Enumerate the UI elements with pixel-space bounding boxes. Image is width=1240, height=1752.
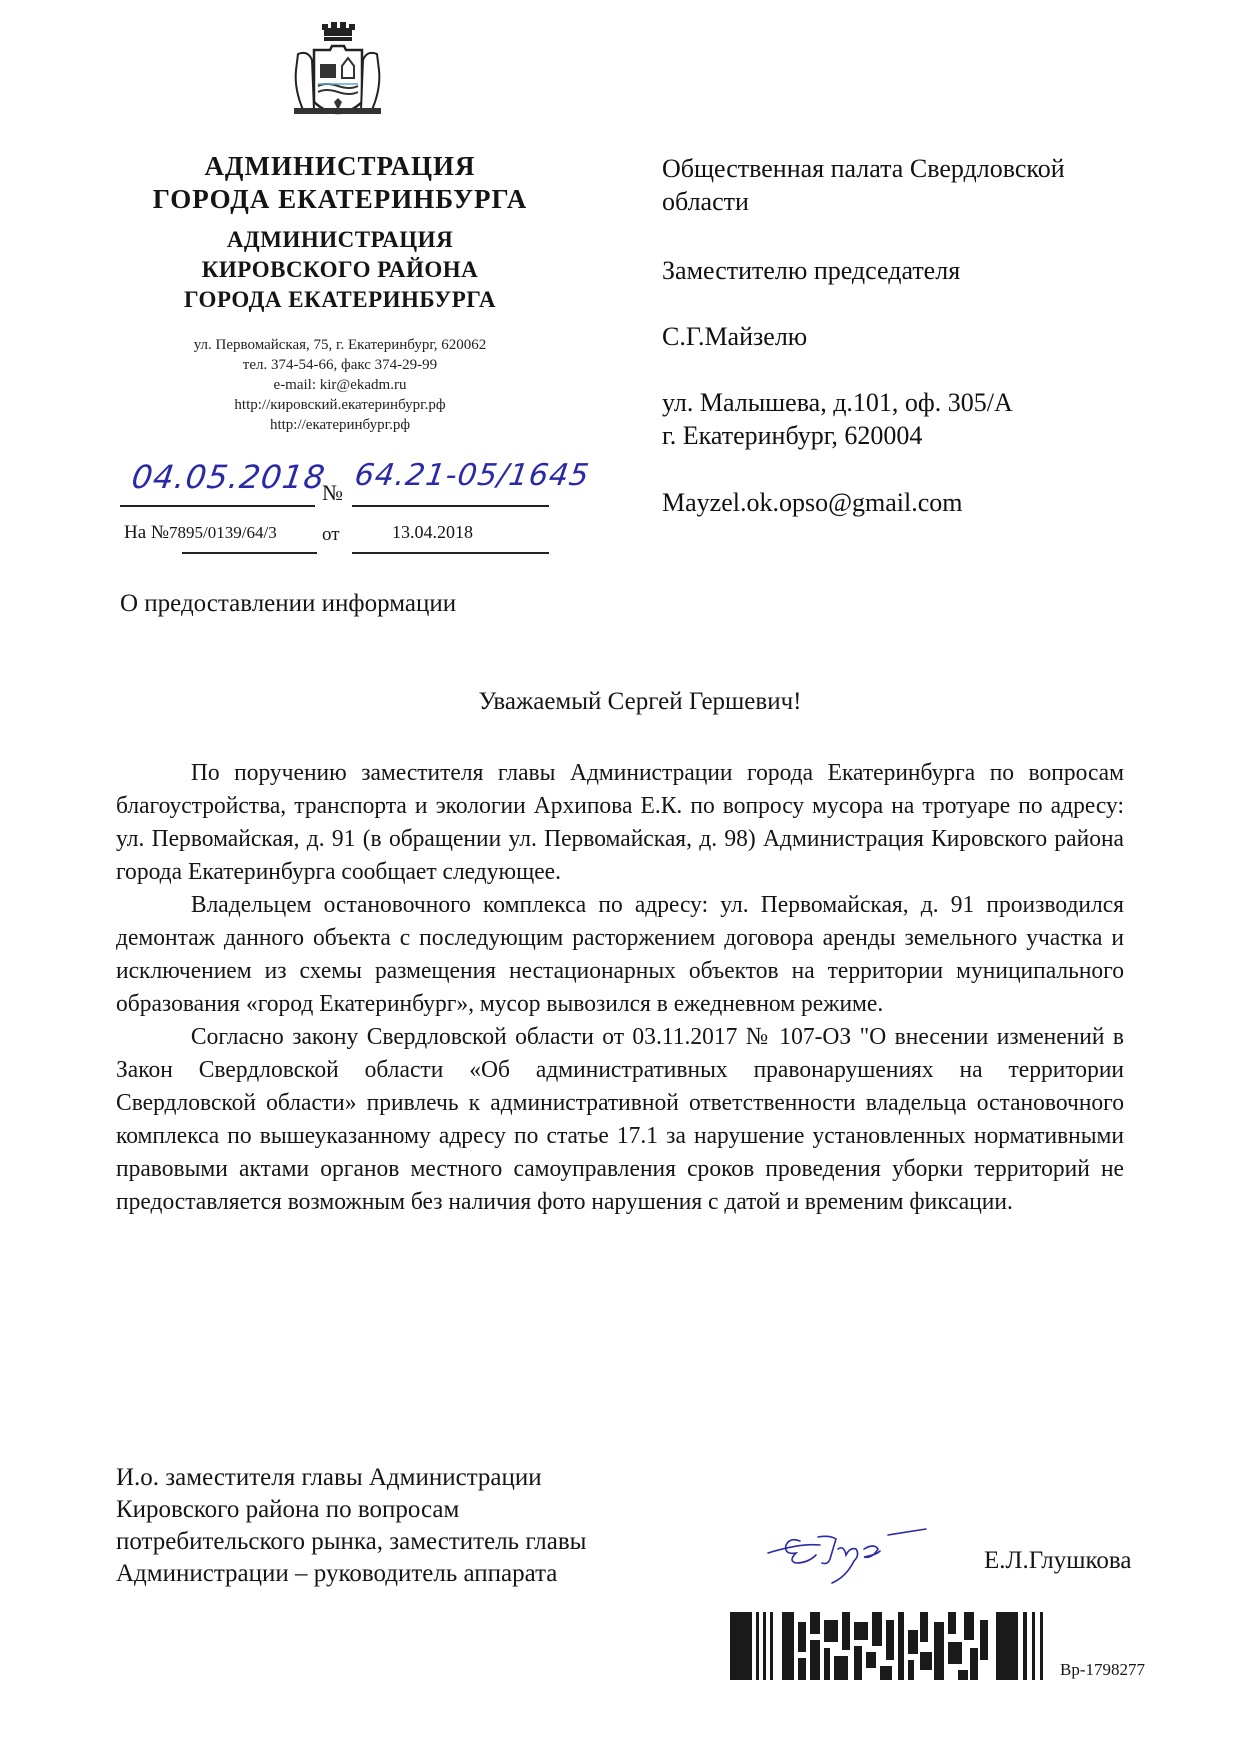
sender-site-1: http://кировский.екатеринбург.рф [234, 397, 446, 413]
letter-greeting: Уважаемый Сергей Гершевич! [478, 688, 802, 715]
signatory-title-line2: Кировского района по вопросам [116, 1496, 460, 1523]
number-underline [352, 505, 549, 507]
addressee-org-line2: области [662, 187, 749, 216]
sender-site-2: http://екатеринбург.рф [269, 417, 411, 433]
signatory-title-line3: потребительского рынка, заместитель главы [116, 1528, 587, 1555]
sender-phone: тел. 374-54-66, факс 374-29-99 [242, 357, 438, 373]
sender-address: ул. Первомайская, 75, г. Екатеринбург, 620062 [193, 337, 487, 353]
addressee-position: Заместителю председателя [662, 256, 961, 285]
addressee-org-line1: Общественная палата Свердловской [662, 154, 1065, 183]
number-label: № [322, 480, 343, 505]
signatory-title-line1: И.о. заместителя главы Администрации [116, 1464, 542, 1491]
sender-email: e-mail: kir@ekadm.ru [273, 377, 407, 393]
letter-body [116, 756, 1124, 1218]
reply-number-underline [182, 552, 317, 554]
suborg-name-line3: ГОРОДА ЕКАТЕРИНБУРГА [184, 287, 496, 312]
addressee-email: Mayzel.ok.opso@gmail.com [662, 488, 963, 517]
pdf417-barcode-icon [730, 1612, 1055, 1680]
signatory-title-line4: Администрации – руководитель аппарата [116, 1560, 558, 1587]
letter-subject: О предоставлении информации [120, 590, 457, 617]
org-name-line1: АДМИНИСТРАЦИЯ [204, 151, 476, 181]
suborg-name-line1: АДМИНИСТРАЦИЯ [226, 227, 454, 252]
addressee-address-line1: ул. Малышева, д.101, оф. 305/А [662, 388, 1013, 417]
body-paragraph: Согласно закону Свердловской области от 03.11.2017 № 107-ОЗ "О внесении изменений в Закон Свердловской области «Об административных правонарушениях на территории Свердловской области» привлечь к административной ответственности владельца остановочного комплекса по вышеуказанному адресу по статье 17.1 за нарушение установленных нормативными правовыми актами органов местного самоуправления сроков проведения уборки территорий не предоставляется возможным без наличия фото нарушения с датой и временим фиксации. [116, 1023, 1124, 1215]
signatory-name: Е.Л.Глушкова [984, 1547, 1132, 1574]
coat-of-arms-icon [280, 20, 395, 130]
registration-code: Вр-1798277 [1060, 1660, 1145, 1679]
handwritten-signature-icon [760, 1515, 970, 1585]
outgoing-date-handwritten: 04.05.2018 [129, 458, 328, 496]
reply-label: На № [124, 522, 170, 543]
body-paragraph: По поручению заместителя главы Администрации города Екатеринбурга по вопросам благоустройства, транспорта и экологии Архипова Е.К. по вопросу мусора на тротуаре по адресу: ул. Первомайская, д. 91 (в обращении ул. Первомайская, д. 98) Администрация Кировского района города Екатеринбурга сообщает следующее. [116, 759, 1124, 885]
date-underline [120, 505, 315, 507]
reply-date: 13.04.2018 [392, 522, 473, 542]
from-label: от [322, 524, 340, 545]
signatory-title [116, 1462, 586, 1590]
outgoing-number-handwritten: 64.21-05/1645 [352, 458, 592, 493]
reply-date-underline [352, 552, 549, 554]
reply-number: 7895/0139/64/3 [169, 523, 277, 542]
suborg-name-line2: КИРОВСКОГО РАЙОНА [201, 257, 479, 282]
addressee-name: С.Г.Майзелю [662, 322, 808, 351]
body-paragraph: Владельцем остановочного комплекса по адресу: ул. Первомайская, д. 91 производился демонтаж данного объекта с последующим расторжением договора аренды земельного участка и исключением из схемы размещения нестационарных объектов на территории муниципального образования «город Екатеринбург», мусор вывозился в ежедневном режиме. [116, 891, 1124, 1017]
org-name-line2: ГОРОДА ЕКАТЕРИНБУРГА [152, 184, 528, 214]
addressee-address-line2: г. Екатеринбург, 620004 [662, 421, 923, 450]
